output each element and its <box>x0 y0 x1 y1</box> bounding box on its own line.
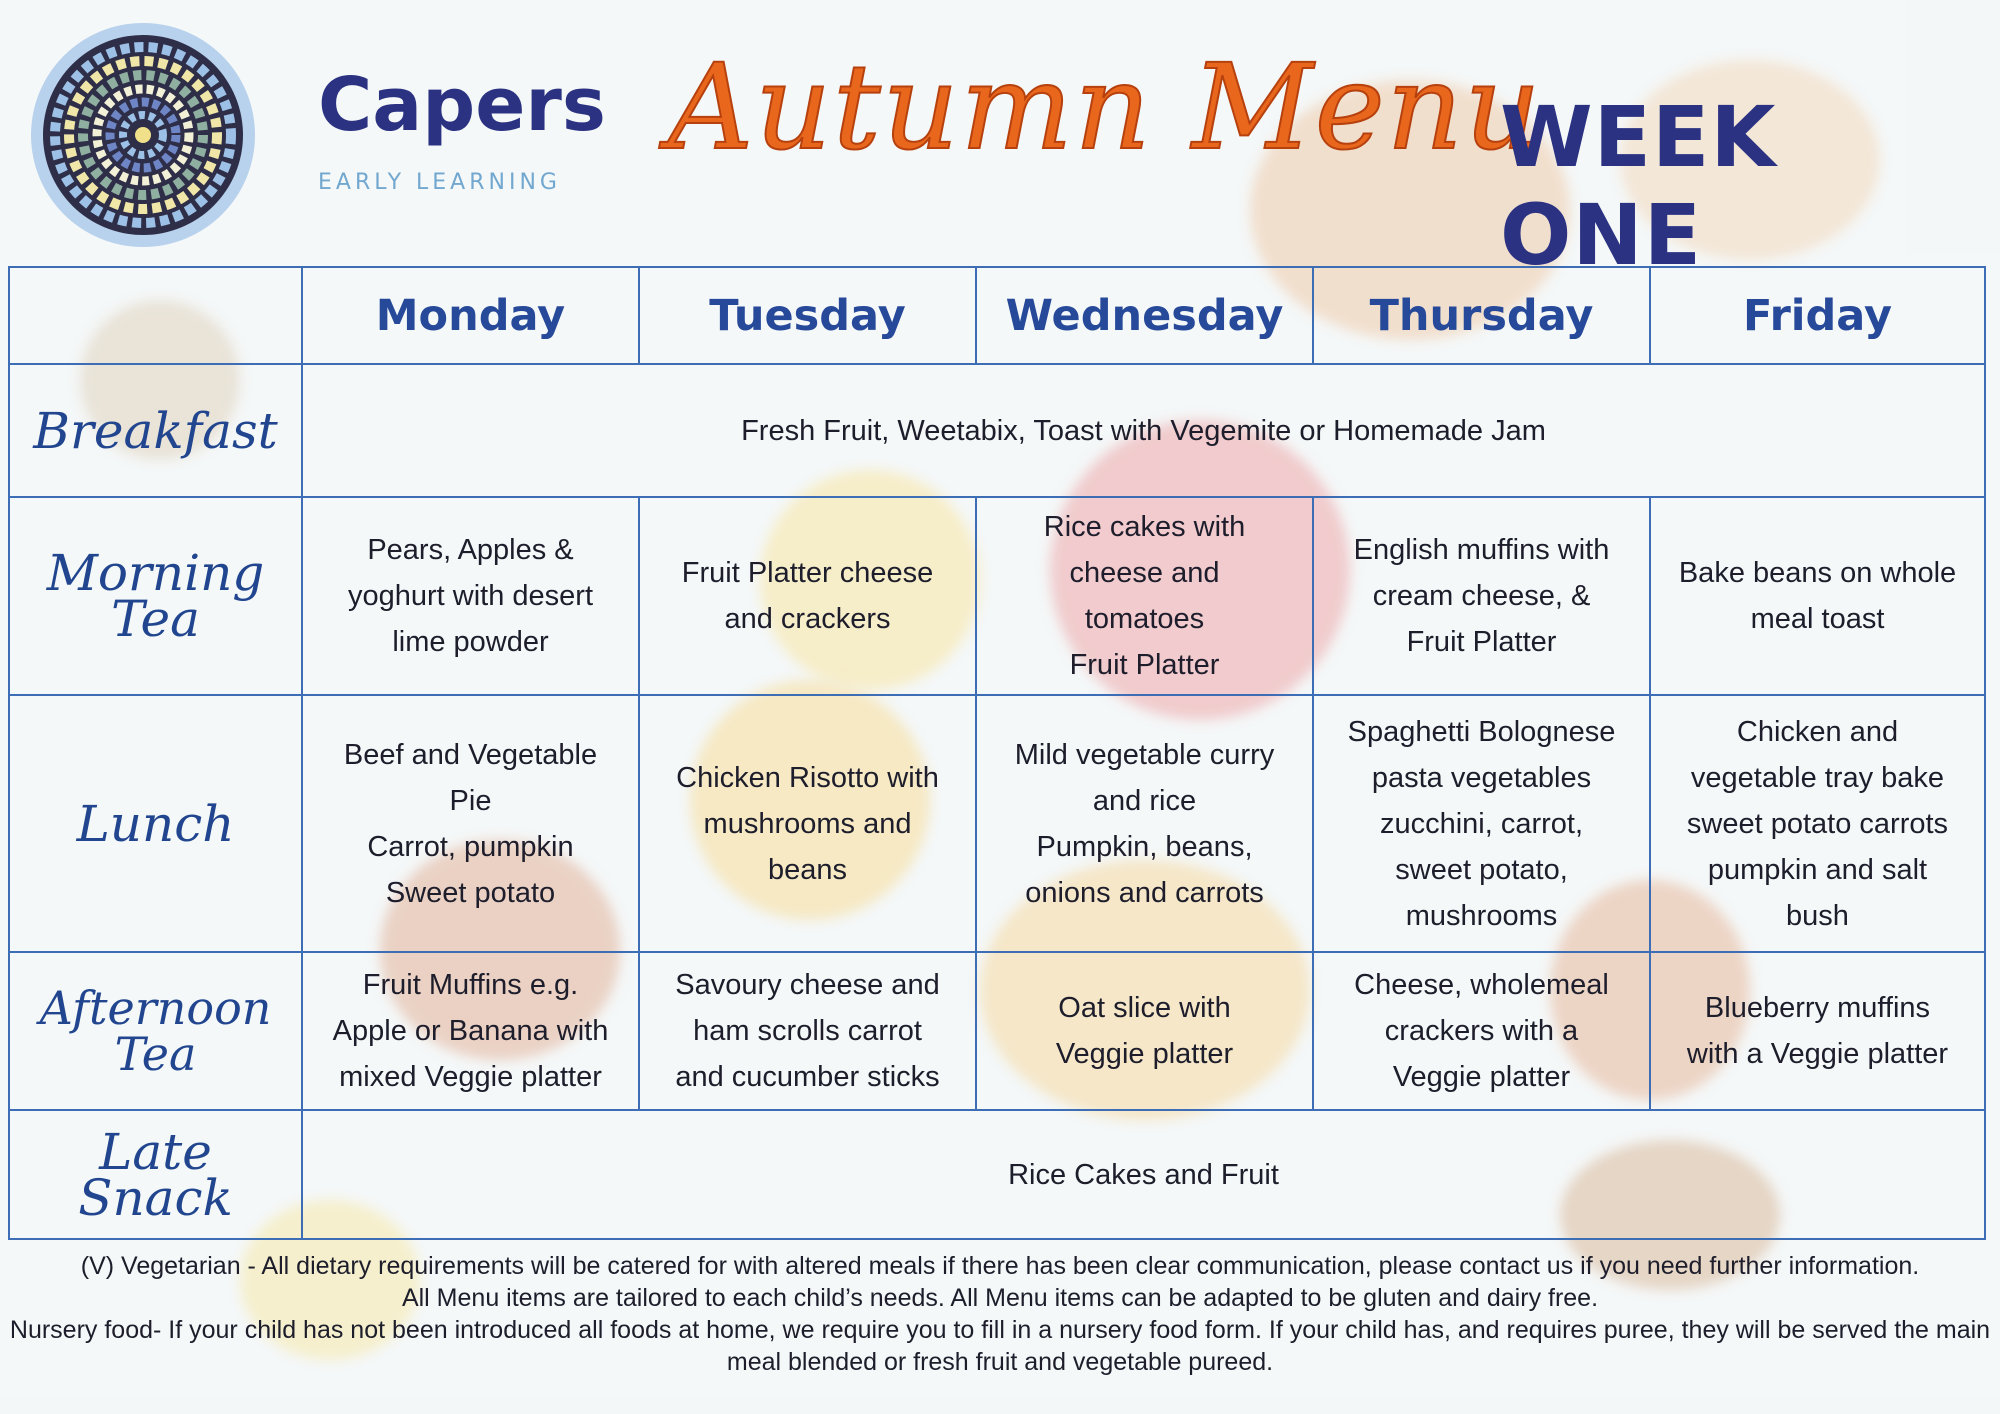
afternoon-tea-row <box>10 953 1984 1111</box>
day-header-friday: Friday <box>1742 290 1893 341</box>
morning-tea-thursday: English muffins with cream cheese, & Fruit Platter <box>1314 498 1651 694</box>
lunch-wednesday: Mild vegetable curry and rice Pumpkin, beans, onions and carrots <box>977 696 1314 951</box>
lunch-thursday: Spaghetti Bolognese pasta vegetables zucchini, carrot, sweet potato, mushrooms <box>1314 696 1651 951</box>
brand-subtitle: EARLY LEARNING <box>318 170 561 195</box>
late-snack-all-days: Rice Cakes and Fruit <box>1008 1158 1279 1191</box>
header-row <box>10 268 1984 365</box>
breakfast-all-days: Fresh Fruit, Weetabix, Toast with Vegemite or Homemade Jam <box>741 414 1546 447</box>
capers-logo-icon <box>28 20 258 250</box>
morning-tea-monday: Pears, Apples & yoghurt with desert lime powder <box>303 498 640 694</box>
lunch-monday: Beef and Vegetable Pie Carrot, pumpkin Sweet potato <box>303 696 640 951</box>
lunch-tuesday: Chicken Risotto with mushrooms and beans <box>640 696 977 951</box>
lunch-row <box>10 696 1984 953</box>
morning-tea-wednesday: Rice cakes with cheese and tomatoes Fruit Platter <box>977 498 1314 694</box>
day-header-wednesday: Wednesday <box>977 268 1314 363</box>
afternoon-tea-tuesday: Savoury cheese and ham scrolls carrot and cucumber sticks <box>640 953 977 1109</box>
afternoon-tea-friday: Blueberry muffins with a Veggie platter <box>1686 992 1949 1070</box>
morning-tea-row <box>10 498 1984 696</box>
lunch-label: Lunch <box>10 696 303 951</box>
week-title: WEEK ONE <box>1500 88 1777 284</box>
footer-vegetarian-note: (V) Vegetarian - All dietary requirements will be catered for with altered meals if there has been clear communication, please contact us if you need further information. <box>80 1252 1920 1280</box>
menu-title: Autumn Menu <box>668 38 1543 176</box>
afternoon-tea-thursday: Cheese, wholemeal crackers with a Veggie platter <box>1314 953 1651 1109</box>
menu-table <box>8 266 1986 1240</box>
footer-tailored-note: All Menu items are tailored to each child’s needs. All Menu items can be adapted to be gluten and dairy free. <box>401 1284 1599 1312</box>
lunch-friday: Chicken and vegetable tray bake sweet potato carrots pumpkin and salt bush <box>1686 715 1949 932</box>
brand-name: Capers <box>318 62 606 148</box>
footer-notes <box>0 1250 2000 1378</box>
morning-tea-tuesday: Fruit Platter cheese and crackers <box>640 498 977 694</box>
day-header-thursday: Thursday <box>1314 268 1651 363</box>
morning-tea-label: Morning Tea <box>10 498 303 694</box>
day-header-monday: Monday <box>303 268 640 363</box>
late-snack-label: Late Snack <box>10 1111 303 1238</box>
header <box>0 0 2000 284</box>
day-header-tuesday: Tuesday <box>640 268 977 363</box>
breakfast-row <box>10 365 1984 498</box>
afternoon-tea-wednesday: Oat slice with Veggie platter <box>977 953 1314 1109</box>
footer-nursery-note: Nursery food- If your child has not been introduced all foods at home, we require you to fill in a nursery food form. If your child has, and requires puree, they will be served the main meal blended or fresh fruit and vegetable pureed. <box>9 1316 1991 1376</box>
afternoon-tea-label: Afternoon Tea <box>10 953 303 1109</box>
corner-cell <box>10 268 303 363</box>
breakfast-label: Breakfast <box>10 365 303 496</box>
afternoon-tea-monday: Fruit Muffins e.g. Apple or Banana with mixed Veggie platter <box>303 953 640 1109</box>
morning-tea-friday: Bake beans on whole meal toast <box>1678 557 1957 635</box>
late-snack-row <box>10 1111 1984 1238</box>
